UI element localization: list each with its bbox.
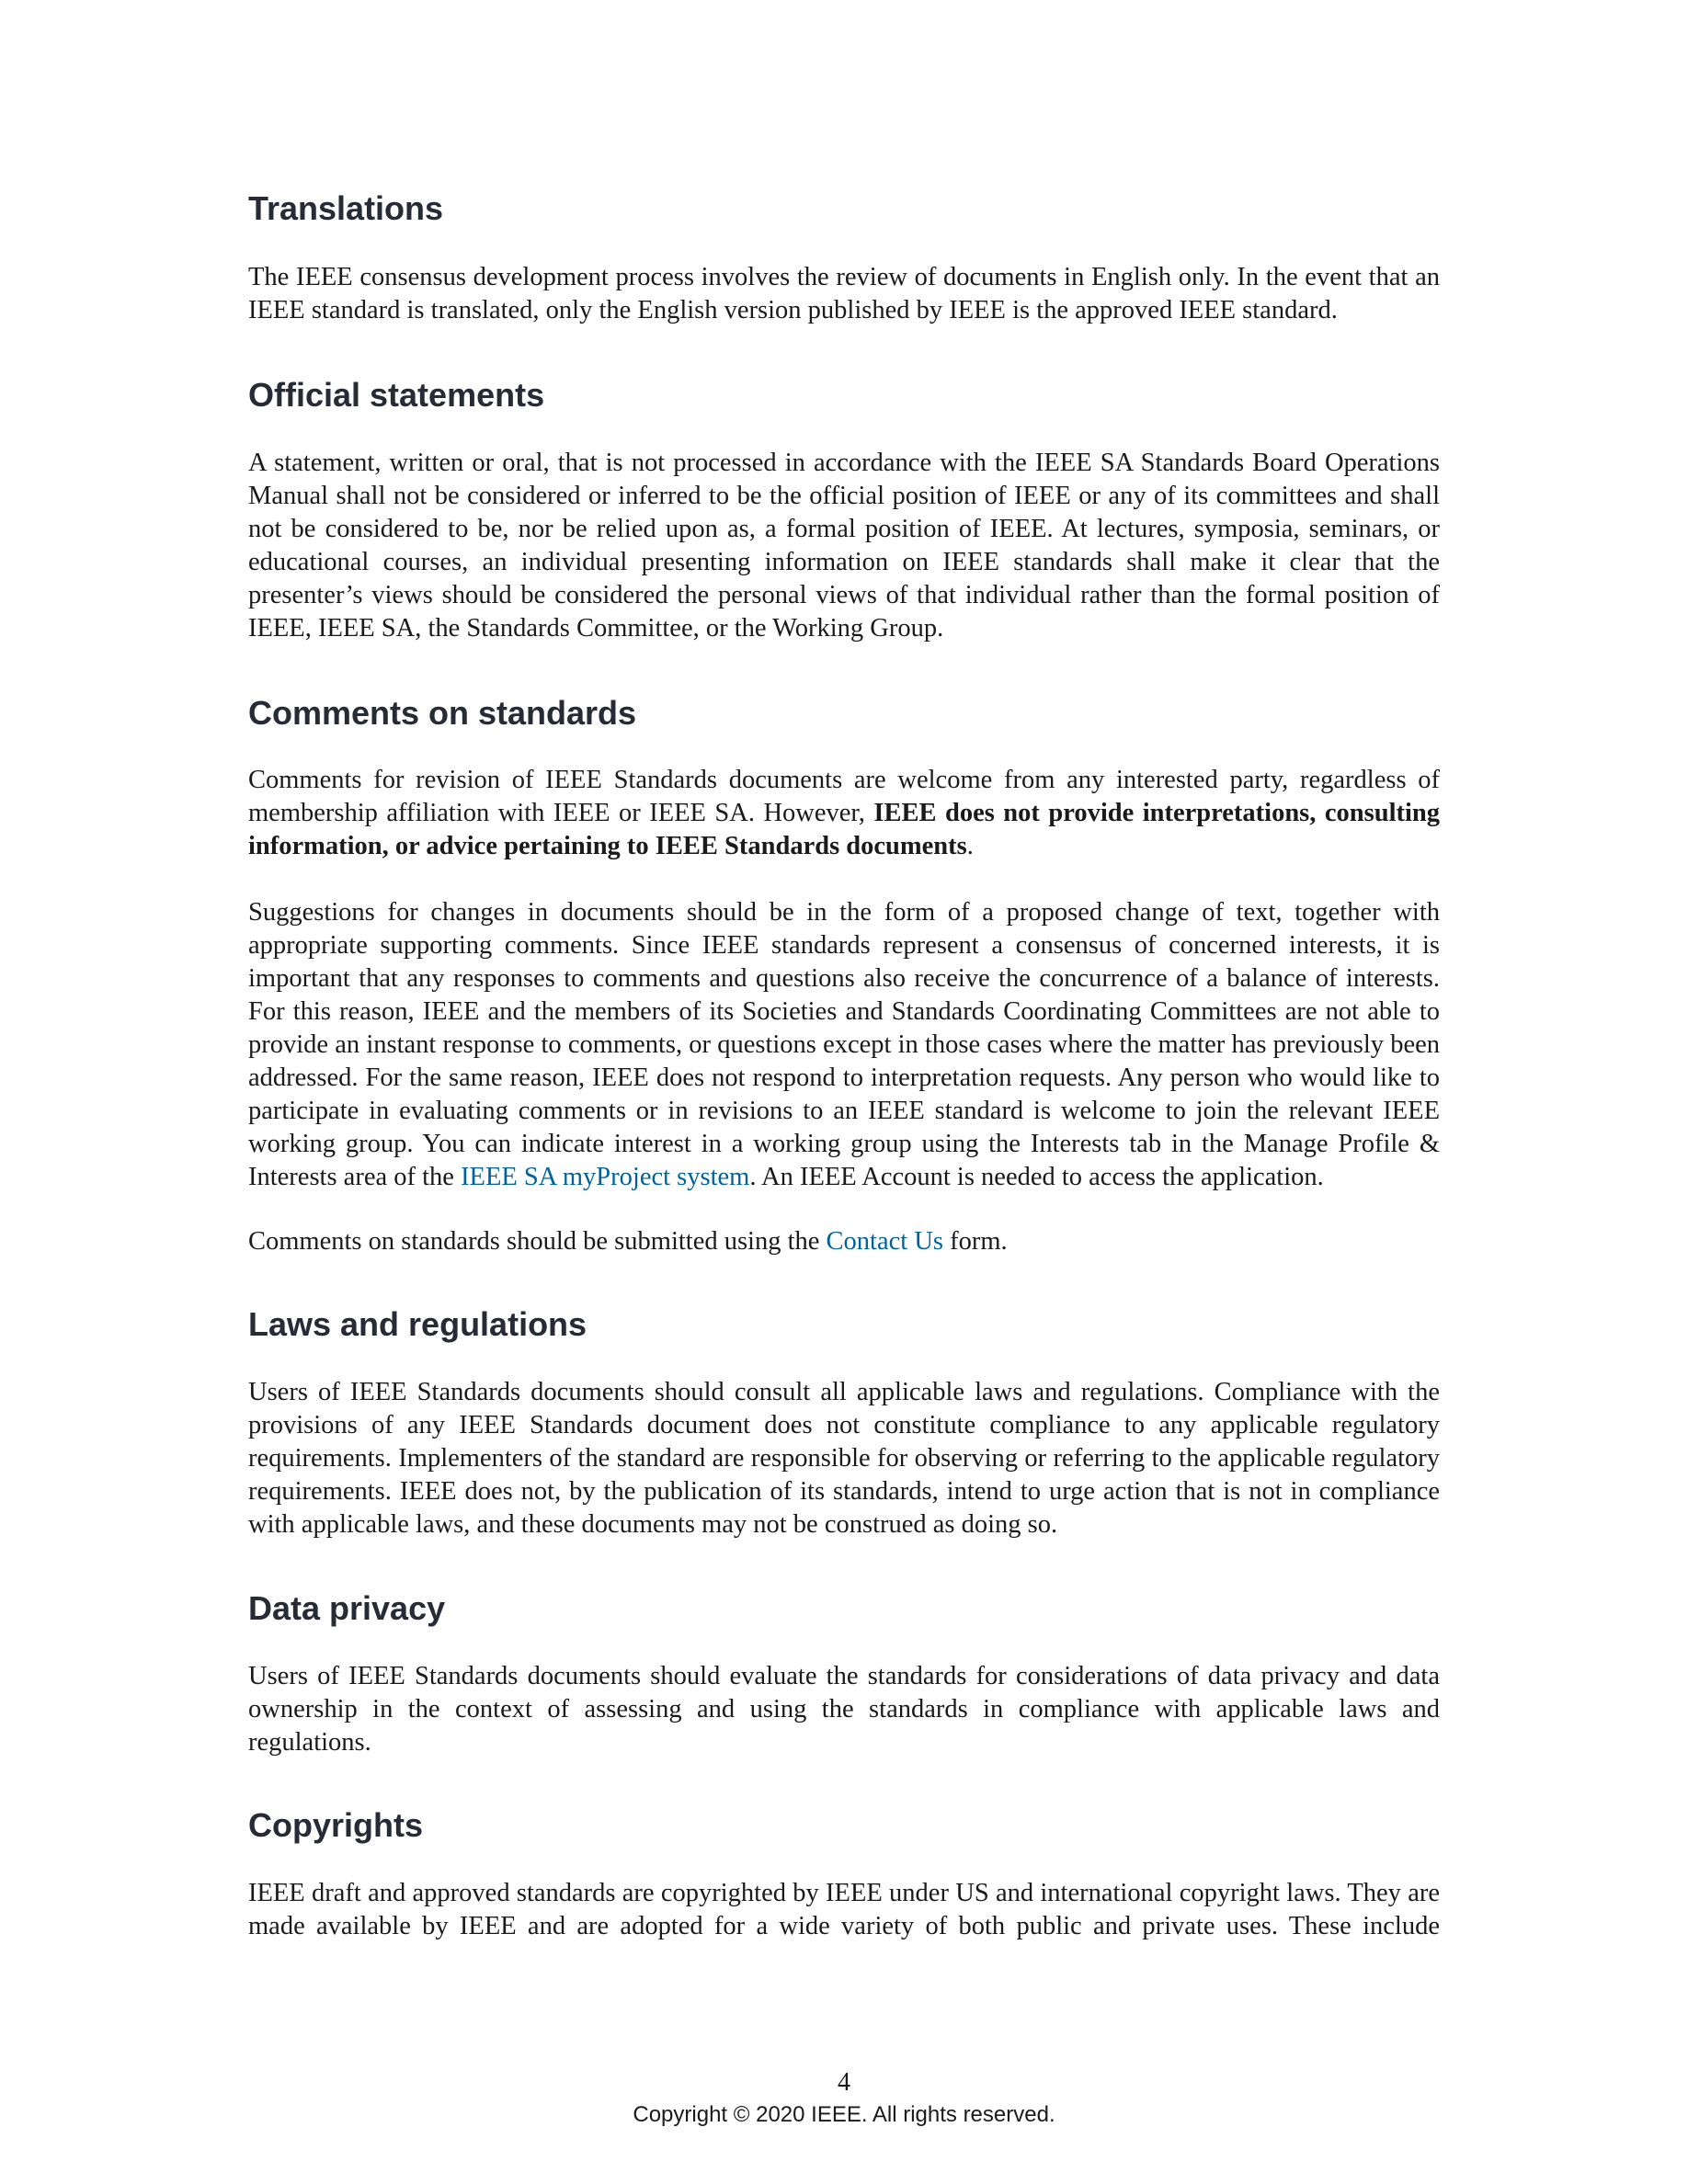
paragraph-translations: The IEEE consensus development process involves the review of documents in English only. In the event that an IEEE standard is translated, only the English version published by IEEE is the approved IEEE standard. <box>248 263 1440 324</box>
comments-1-end: . <box>966 832 974 860</box>
comments-2-end: . An IEEE Account is needed to access the application. <box>749 1163 1324 1191</box>
comments-3-text: Comments on standards should be submitted using the <box>248 1227 827 1256</box>
contact-us-link[interactable]: Contact Us <box>826 1227 943 1256</box>
comments-2-text: Suggestions for changes in documents should be in the form of a proposed change of text, together with appropriate supporting comments. Since IEEE standards represent a consensus of concerned interests, it is important that any responses to comments and questions also receive the concurrence of a balance of interests. For this reason, IEEE and the members of its Societies and Standards Coordinating Committees are not able to provide an instant response to comments, or questions except in those cases where the matter has previously been addressed. For the same reason, IEEE does not respond to interpretation requests. Any person who would like to participate in evaluating comments or in revisions to an IEEE standard is welcome to join the relevant IEEE working group. You can indicate interest in a working group using the Interests tab in the Manage Profile & Interests area of the <box>248 898 1440 1191</box>
paragraph-comments-1 <box>248 764 1440 863</box>
heading-copyrights: Copyrights <box>248 1806 424 1844</box>
heading-laws-and-regulations: Laws and regulations <box>248 1305 587 1343</box>
page-number: 4 <box>838 2068 850 2097</box>
comments-3-end: form. <box>943 1227 1008 1256</box>
paragraph-official-statements: A statement, written or oral, that is not processed in accordance with the IEEE SA Standards Board Operations Manual shall not be considered or inferred to be the official position of IEEE or any of its committees and shall not be considered to be, nor be relied upon as, a formal position of IEEE. At lectures, symposia, seminars, or educational courses, an individual presenting information on IEEE standards shall make it clear that the presenter’s views should be considered the personal views of that individual rather than the formal position of IEEE, IEEE SA, the Standards Committee, or the Working Group. <box>248 449 1440 643</box>
heading-data-privacy: Data privacy <box>248 1589 446 1627</box>
heading-comments-on-standards: Comments on standards <box>248 694 637 732</box>
heading-official-statements: Official statements <box>248 376 545 414</box>
paragraph-comments-3 <box>248 1225 1440 1258</box>
paragraph-laws: Users of IEEE Standards documents should consult all applicable laws and regulations. Compliance with the provisions of any IEEE Standards document does not constitute compliance to any applicable regulatory requirements. Implementers of the standard are responsible for observing or referring to the applicable regulatory requirements. IEEE does not, by the publication of its standards, intend to urge action that is not in compliance with applicable laws, and these documents may not be construed as doing so. <box>248 1378 1440 1539</box>
paragraph-data-privacy: Users of IEEE Standards documents should evaluate the standards for considerations of data privacy and data ownership in the context of assessing and using the standards in compliance with applicable laws and regulations. <box>248 1662 1440 1757</box>
myproject-link[interactable]: IEEE SA myProject system <box>461 1163 750 1191</box>
comments-1-bold: IEEE does not provide interpretations, consulting information, or advice pertaining to IEEE Standards documents <box>248 799 1440 860</box>
heading-translations: Translations <box>248 189 444 227</box>
copyright-notice: Copyright © 2020 IEEE. All rights reserved. <box>633 2102 1055 2127</box>
paragraph-comments-2 <box>248 896 1440 1194</box>
comments-1-text: Comments for revision of IEEE Standards documents are welcome from any interested party, regardless of membership affiliation with IEEE or IEEE SA. However, <box>248 766 1440 827</box>
paragraph-copyrights: IEEE draft and approved standards are copyrighted by IEEE under US and international copyright laws. They are made available by IEEE and are adopted for a wide variety of both public and private uses. These include <box>248 1879 1440 1940</box>
